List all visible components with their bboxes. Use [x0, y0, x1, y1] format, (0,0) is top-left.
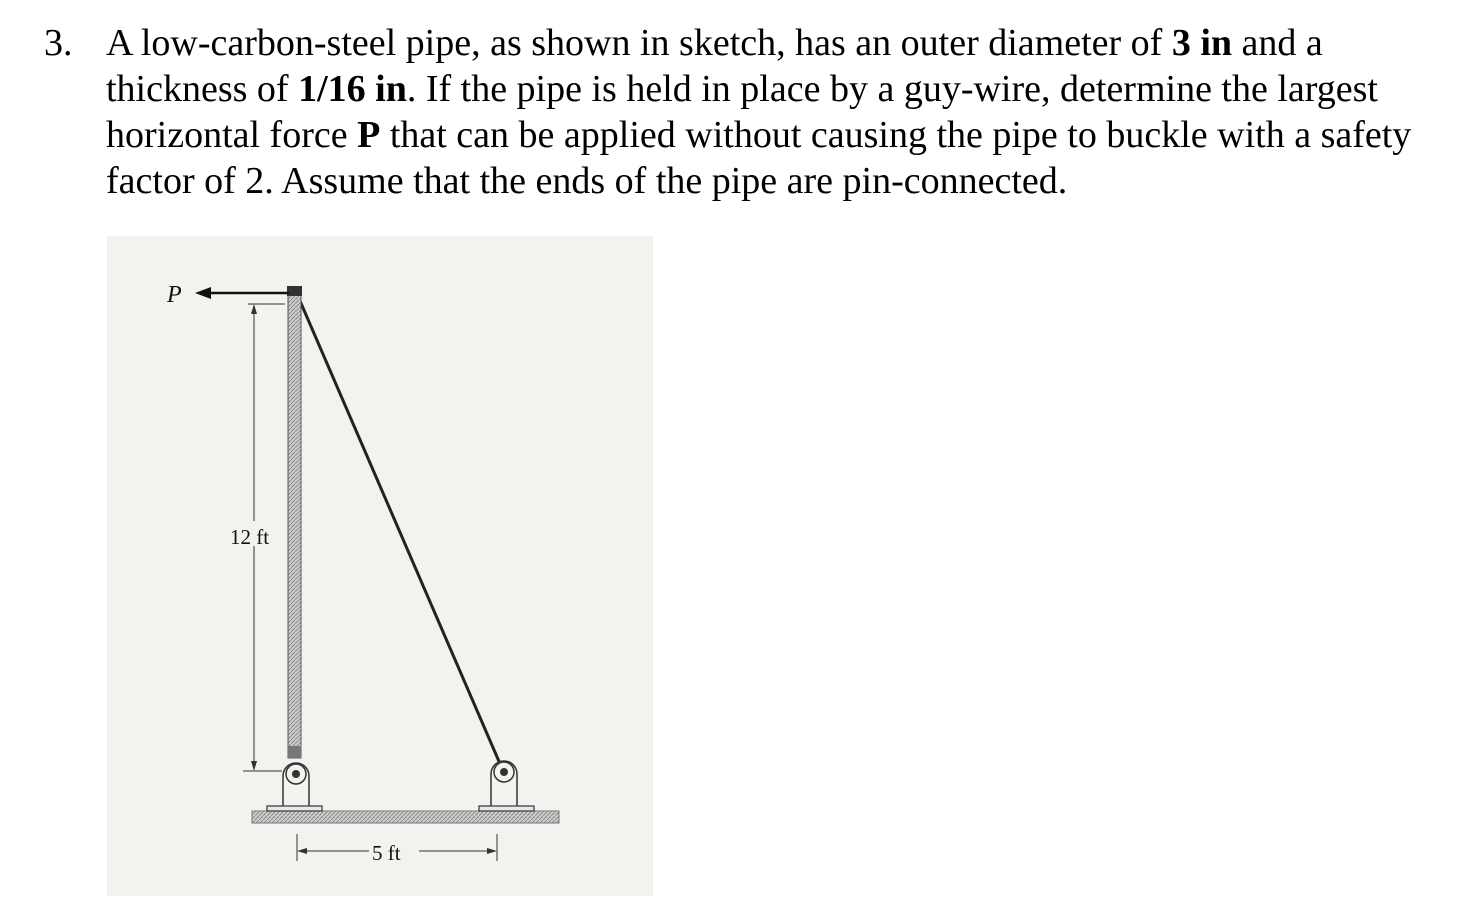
- text-part: A low-carbon-steel pipe, as shown in sketch, has an outer diameter of: [106, 22, 1172, 64]
- pipe-sketch: [107, 236, 653, 896]
- problem-number: 3.: [44, 22, 73, 64]
- force-arrow: [195, 287, 289, 299]
- left-pin-support: [267, 763, 322, 811]
- ground: [252, 811, 559, 823]
- height-label: 12 ft: [230, 525, 270, 549]
- pipe-top-cap: [287, 286, 302, 296]
- problem-text: [106, 20, 1444, 204]
- text-part-bold: 1/16 in: [298, 68, 407, 110]
- text-part-bold: 3 in: [1171, 22, 1233, 64]
- base-label: 5 ft: [372, 841, 401, 865]
- problem-statement: [44, 20, 1444, 204]
- text-part: and a thickness of: [106, 22, 1323, 110]
- pipe-column: [288, 288, 301, 758]
- text-part-bold: P: [357, 114, 381, 156]
- pipe-bottom-collar: [288, 746, 301, 758]
- force-label: P: [167, 282, 182, 308]
- text-part: . If the pipe is held in place by a guy-wire, determine the largest horizontal force: [106, 68, 1378, 156]
- guy-wire: [297, 294, 504, 773]
- right-pin-support: [479, 761, 534, 811]
- text-part: that can be applied without causing the pipe to buckle with a safety factor of 2. Assume that the ends of the pipe are pin-connected.: [106, 114, 1412, 202]
- pipe-sketch-svg: [107, 236, 653, 896]
